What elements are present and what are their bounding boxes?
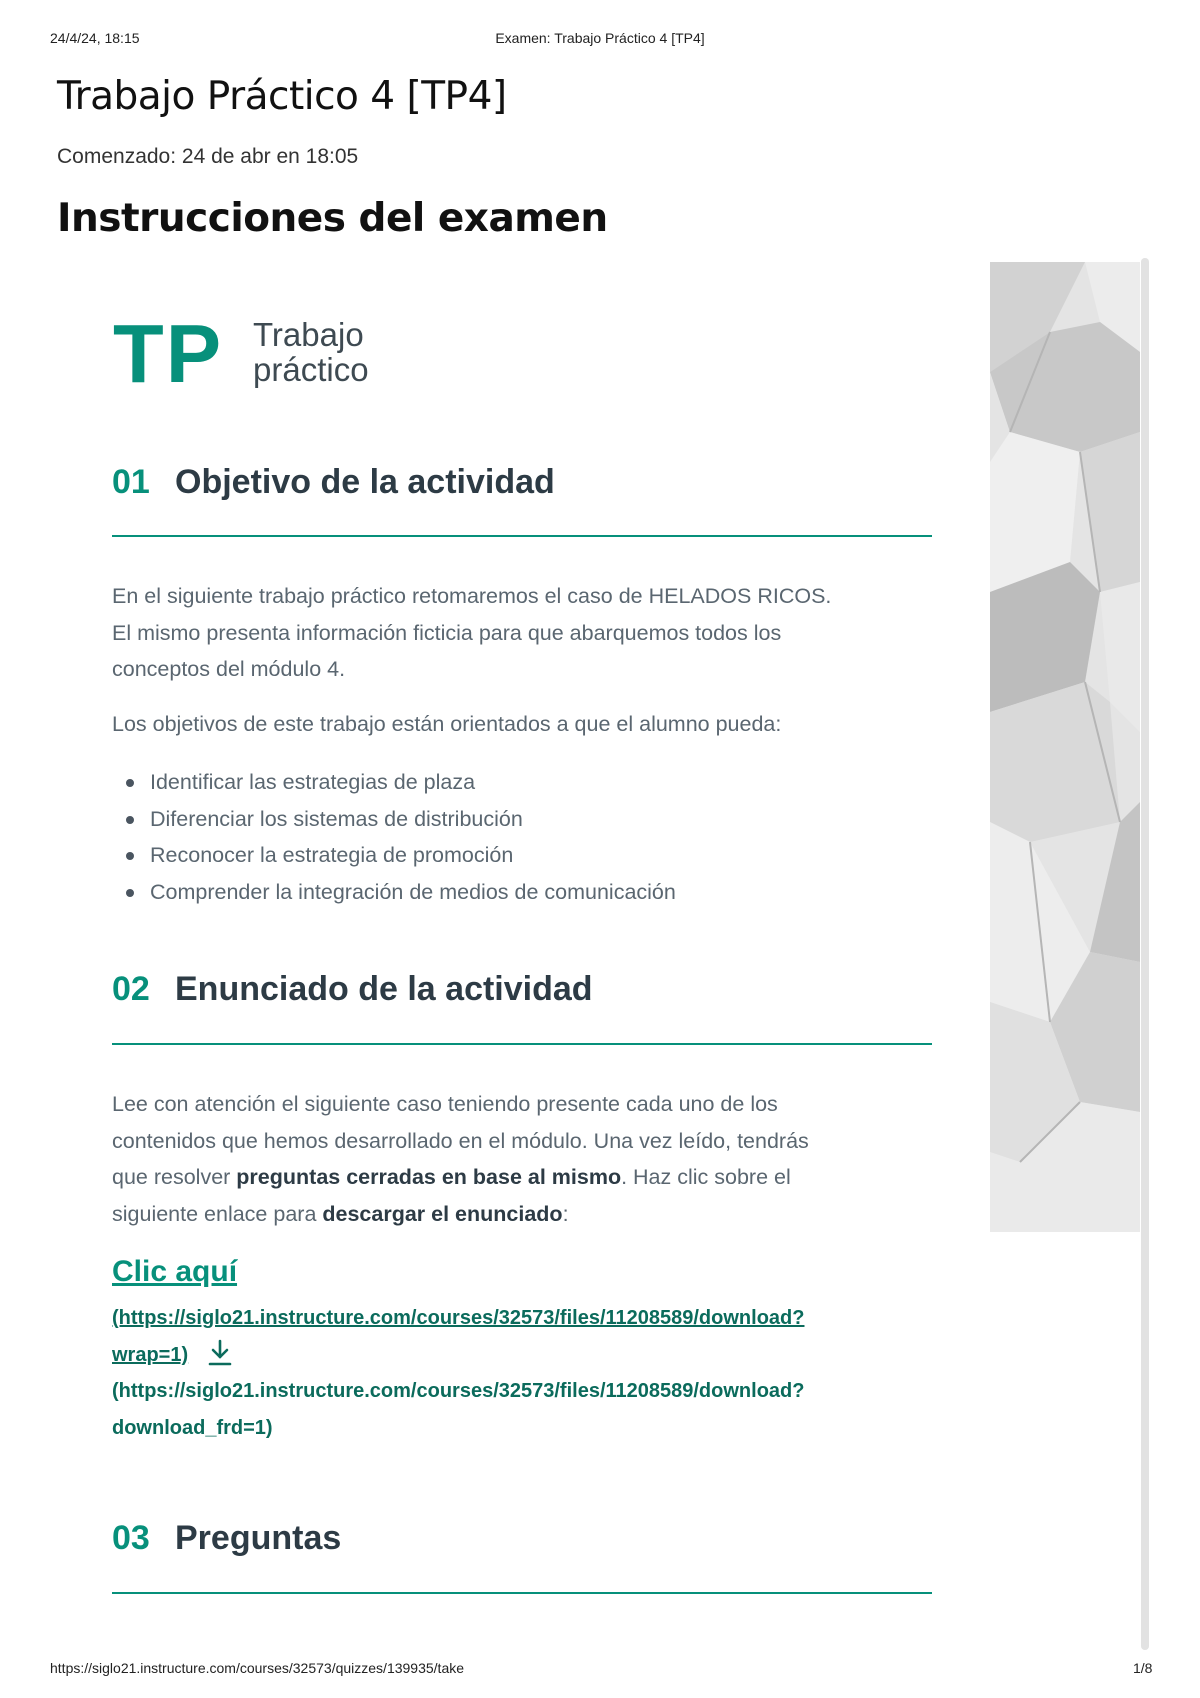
print-date: 24/4/24, 18:15 <box>50 30 140 46</box>
section-number: 03 <box>112 1519 150 1557</box>
statement-line <box>112 1196 942 1233</box>
scrollbar-thumb[interactable] <box>1141 258 1149 1650</box>
logo-word-practico: práctico <box>253 351 369 388</box>
section-divider <box>112 1592 932 1594</box>
text-run: siguiente enlace para <box>112 1201 323 1226</box>
objective-line: conceptos del módulo 4. <box>112 657 346 681</box>
page-scrollbar[interactable] <box>1141 258 1149 1650</box>
started-timestamp: Comenzado: 24 de abr en 18:05 <box>57 145 359 168</box>
list-item: Reconocer la estrategia de promoción <box>112 837 932 874</box>
print-doc-title: Examen: Trabajo Práctico 4 [TP4] <box>495 30 705 46</box>
section-divider <box>112 535 932 537</box>
instructions-title: Instrucciones del examen <box>57 196 608 241</box>
print-url: https://siglo21.instructure.com/courses/32573/quizzes/139935/take <box>50 1660 465 1676</box>
section-divider <box>112 1043 932 1045</box>
bold-text-run: preguntas cerradas en base al mismo <box>236 1165 622 1189</box>
objective-intro: Los objetivos de este trabajo están orientados a que el alumno pueda: <box>112 712 782 736</box>
section-label: Objetivo de la actividad <box>175 463 555 501</box>
text-run: . Haz clic sobre el <box>621 1165 791 1189</box>
bold-text-run: descargar el enunciado <box>322 1201 563 1226</box>
objective-list <box>112 764 932 910</box>
logo-word-trabajo: Trabajo <box>253 316 364 353</box>
download-icon[interactable] <box>208 1339 232 1367</box>
list-item: Diferenciar los sistemas de distribución <box>112 801 932 838</box>
page-number: 1/8 <box>1133 1660 1153 1676</box>
direct-download-url-cont[interactable]: download_frd=1) <box>112 1417 273 1439</box>
statement-line: contenidos que hemos desarrollado en el módulo. Una vez leído, tendrás <box>112 1128 809 1153</box>
text-run: : <box>562 1201 569 1226</box>
statement-paragraph <box>112 1086 942 1232</box>
decorative-side-image <box>990 262 1140 1232</box>
section-label: Enunciado de la actividad <box>175 970 593 1008</box>
section-number: 02 <box>112 970 150 1008</box>
list-item: Comprender la integración de medios de comunicación <box>112 874 932 911</box>
print-header <box>0 30 1200 50</box>
page-title: Trabajo Práctico 4 [TP4] <box>57 74 507 119</box>
download-link-url[interactable]: (https://siglo21.instructure.com/courses/32573/files/11208589/download? <box>112 1307 805 1329</box>
architecture-pattern-icon <box>990 262 1140 1232</box>
download-link-url-cont[interactable]: wrap=1) <box>112 1344 189 1366</box>
statement-line <box>112 1159 942 1196</box>
section-number: 01 <box>112 463 150 501</box>
download-link-main[interactable]: Clic aquí <box>112 1255 238 1288</box>
list-item: Identificar las estrategias de plaza <box>112 764 932 801</box>
text-run: que resolver <box>112 1165 237 1189</box>
objective-line: En el siguiente trabajo práctico retomaremos el caso de HELADOS RICOS. <box>112 584 832 608</box>
statement-line: Lee con atención el siguiente caso teniendo presente cada uno de los <box>112 1092 778 1116</box>
section-label: Preguntas <box>175 1519 342 1557</box>
logo-letters: TP <box>113 307 224 400</box>
objective-line: El mismo presenta información ficticia para que abarquemos todos los <box>112 620 782 645</box>
objective-paragraph <box>112 578 942 688</box>
direct-download-url[interactable]: (https://siglo21.instructure.com/courses/32573/files/11208589/download? <box>112 1380 805 1402</box>
